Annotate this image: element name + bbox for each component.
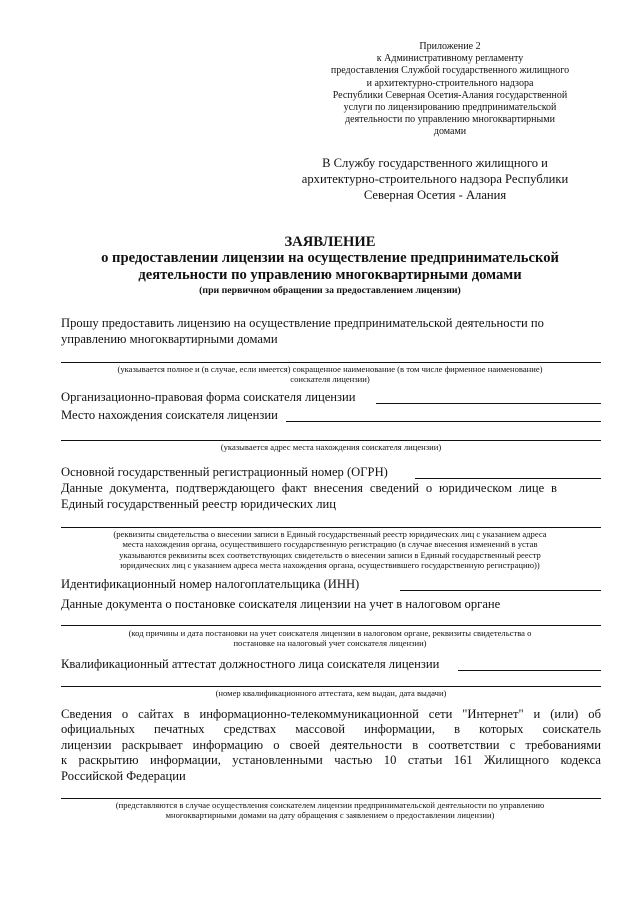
- inn-label: Идентификационный номер налогоплательщика (ИНН): [61, 577, 360, 591]
- egrul-label-line: Данные документа, подтверждающего факт внесения сведений о юридическом лице в: [61, 481, 557, 495]
- websites-line: официальных печатных средствах массовой информации, в которых соискатель: [61, 722, 601, 737]
- egrul-caption: (реквизиты свидетельства о внесении записи в Единый государственный реестр юридических лиц с указанием адреса места нахождения органа, осуществившего государственную регистрацию (в случае внесения изменений в устав указываются реквизиты всех соответствующих свидетельств о внесении записи в Единый государственный реестр юридических лиц с указанием адреса места нахождения органа, осуществившего государственную регистрацию)): [113, 529, 547, 571]
- tax-doc-label: Данные документа о постановке соискателя лицензии на учет в налоговом органе: [61, 597, 501, 611]
- certificate-field[interactable]: [458, 670, 601, 671]
- appendix-line: предоставления Службой государственного жилищного: [330, 65, 570, 77]
- certificate-caption: (номер квалификационного аттестата, кем выдан, дата выдачи): [215, 688, 447, 698]
- appendix-header: [300, 41, 600, 139]
- legal-form-field[interactable]: [376, 403, 601, 404]
- certificate-label: Квалификационный аттестат должностного лица соискателя лицензии: [61, 657, 440, 671]
- addressee-line: В Службу государственного жилищного и: [322, 156, 548, 170]
- egrul-label-line: Единый государственный реестр юридических лиц: [61, 497, 336, 511]
- egrul-field[interactable]: [61, 527, 601, 528]
- tax-doc-field[interactable]: [61, 625, 601, 626]
- location-field[interactable]: [286, 421, 601, 422]
- websites-line: Сведения о сайтах в информационно-телекоммуникационной сети "Интернет" и (или) об: [61, 707, 601, 721]
- location-label: Место нахождения соискателя лицензии: [61, 408, 278, 422]
- addressee-line: Северная Осетия - Алания: [363, 188, 507, 202]
- tax-doc-caption: (код причины и дата постановки на учет соискателя лицензии в налоговом органе, реквизиты свидетельства о постановке на налоговый учет соискателя лицензии): [128, 628, 532, 649]
- applicant-name-field[interactable]: [61, 362, 601, 363]
- location-field-continuation[interactable]: [61, 440, 601, 441]
- addressee-line: архитектурно-строительного надзора Республики: [301, 172, 569, 186]
- websites-line: Российской Федерации: [61, 768, 186, 783]
- appendix-line: к Административному регламенту: [376, 53, 524, 65]
- appendix-line: Приложение 2: [419, 41, 481, 52]
- applicant-name-caption: (указывается полное и (в случае, если имеется) сокращенное наименование (в том числе фирменное наименование) соискателя лицензии): [117, 364, 543, 385]
- websites-line: лицензии раскрывает информацию о своей деятельности в соответствии с требованиями: [61, 737, 601, 752]
- appendix-line: домами: [433, 126, 467, 138]
- request-text-line: Прошу предоставить лицензию на осуществление предпринимательской деятельности по: [61, 316, 544, 330]
- document-title: ЗАЯВЛЕНИЕ: [284, 234, 376, 250]
- request-text-line: управлению многоквартирными домами: [61, 332, 278, 346]
- addressee-block: [278, 155, 592, 203]
- websites-caption: (представляются в случае осуществления соискателем лицензии предпринимательской деятельности по управлению многоквартирными домами на дату обращения с заявлением о предоставлении лицензии): [115, 800, 545, 821]
- document-title-note: (при первичном обращении за предоставлением лицензии): [199, 285, 461, 297]
- certificate-field-continuation[interactable]: [61, 686, 601, 687]
- websites-field[interactable]: [61, 798, 601, 799]
- appendix-line: услуги по лицензированию предпринимательской: [343, 102, 557, 114]
- location-caption: (указывается адрес места нахождения соискателя лицензии): [220, 442, 442, 452]
- document-subtitle-line: деятельности по управлению многоквартирными домами: [138, 266, 522, 283]
- websites-line: к раскрытию информации, установленными частью 10 статьи 161 Жилищного кодекса: [61, 753, 601, 768]
- document-title-block: [40, 234, 620, 296]
- ogrn-field[interactable]: [415, 478, 601, 479]
- legal-form-label: Организационно-правовая форма соискателя лицензии: [61, 390, 356, 404]
- appendix-line: Республики Северная Осетия-Алания государственной: [332, 89, 568, 101]
- ogrn-label: Основной государственный регистрационный номер (ОГРН): [61, 465, 388, 479]
- inn-field[interactable]: [400, 590, 601, 591]
- websites-paragraph: [61, 707, 601, 784]
- document-subtitle-line: о предоставлении лицензии на осуществление предпринимательской: [101, 250, 559, 266]
- appendix-line: деятельности по управлению многоквартирными: [345, 114, 555, 126]
- appendix-line: и архитектурно-строительного надзора: [366, 77, 534, 89]
